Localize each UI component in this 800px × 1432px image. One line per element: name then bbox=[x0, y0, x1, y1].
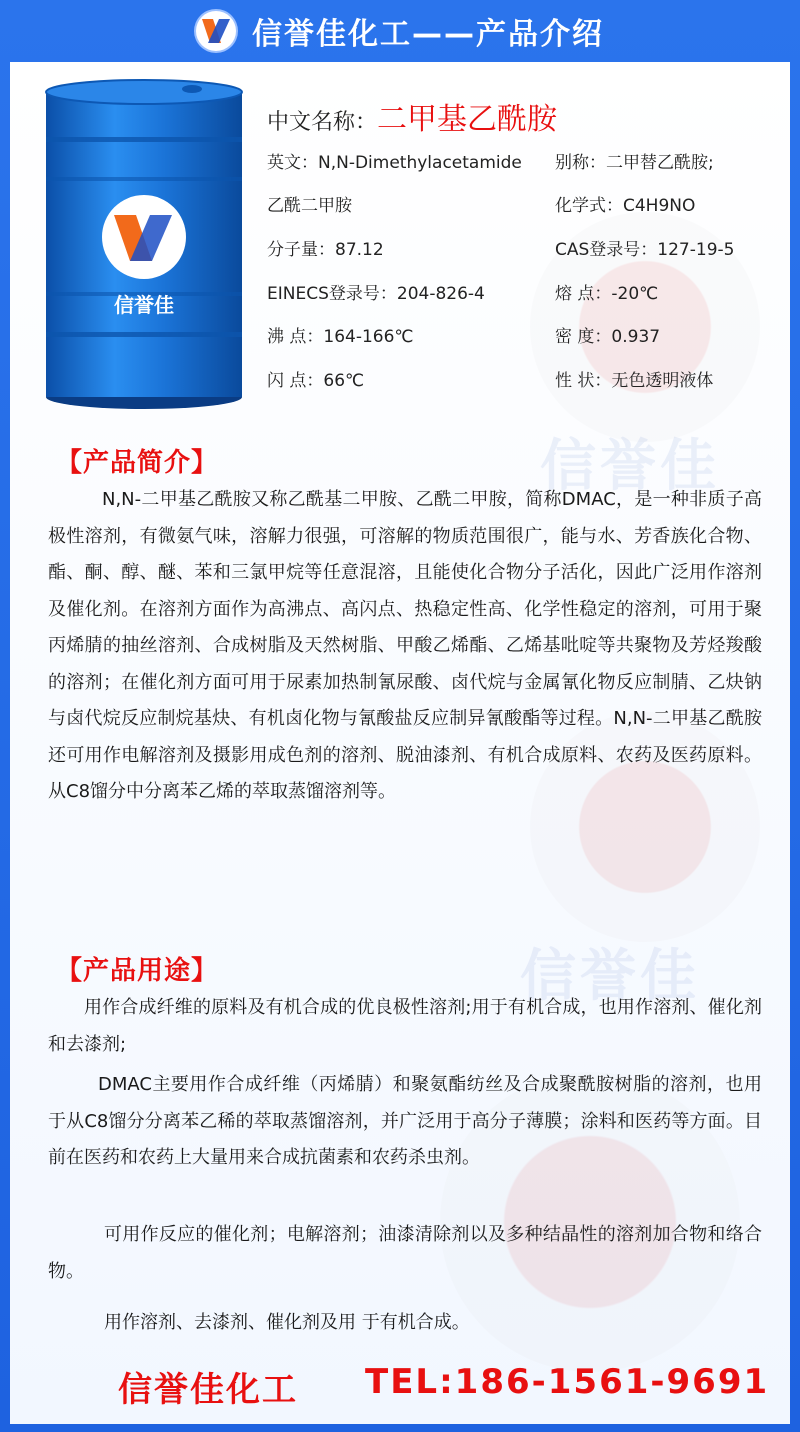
english-name: 英文：N,N-Dimethylacetamide bbox=[267, 153, 522, 173]
header-title: 信誉佳化工——产品介绍 bbox=[252, 17, 604, 52]
xj-logo-icon bbox=[199, 14, 233, 48]
einecs-number: EINECS登录号：204-826-4 bbox=[267, 284, 485, 304]
usage-paragraph-3: 可用作反应的催化剂；电解溶剂；油漆清除剂以及多种结晶性的溶剂加合物和络合物。 bbox=[48, 1224, 762, 1282]
boiling-point: 沸 点：164-166℃ bbox=[267, 327, 414, 347]
melting-point: 熔 点：-20℃ bbox=[555, 284, 659, 304]
density: 密 度：0.937 bbox=[555, 327, 661, 347]
usage-paragraph-4: 用作溶剂、去漆剂、催化剂及用 于有机合成。 bbox=[104, 1312, 470, 1333]
molecular-weight: 分子量：87.12 bbox=[267, 240, 384, 260]
appearance: 性 状：无色透明液体 bbox=[555, 371, 714, 391]
cn-name bbox=[267, 94, 557, 138]
formula: 化学式：C4H9NO bbox=[555, 196, 696, 216]
product-drum-image bbox=[42, 77, 247, 412]
watermark-text: 信誉佳 bbox=[540, 434, 720, 499]
footer-phone[interactable]: TEL:186-1561-9691 bbox=[365, 1362, 770, 1402]
cn-name-value: 二甲基乙酰胺 bbox=[377, 102, 558, 137]
alias-2: 乙酰二甲胺 bbox=[267, 196, 352, 216]
footer-company: 信誉佳化工 bbox=[118, 1370, 298, 1410]
usage-paragraph-1: 用作合成纤维的原料及有机合成的优良极性溶剂;用于有机合成，也用作溶剂、催化剂和去漆剂; bbox=[48, 997, 762, 1055]
cas-number: CAS登录号：127-19-5 bbox=[555, 240, 735, 260]
footer bbox=[0, 1352, 800, 1422]
intro-title: 【产品简介】 bbox=[56, 448, 219, 478]
drum-logo-text: 信誉佳 bbox=[114, 293, 174, 317]
intro-text: N,N-二甲基乙酰胺又称乙酰基二甲胺、乙酰二甲胺，简称DMAC，是一种非质子高极性溶剂，有微氨气味，溶解力很强，可溶解的物质范围很广，能与水、芳香族化合物、酯、酮、醇、醚、苯和三氯甲烷等任意混溶，且能使化合物分子活化，因此广泛用作溶剂及催化剂。在溶剂方面作为高沸点、高闪点、热稳定性高、化学性稳定的溶剂，可用于聚丙烯腈的抽丝溶剂、合成树脂及天然树脂、甲酸乙烯酯、乙烯基吡啶等共聚物及芳烃羧酸的溶剂；在催化剂方面可用于尿素加热制氰尿酸、卤代烷与金属氰化物反应制腈、乙炔钠与卤代烷反应制烷基炔、有机卤化物与氰酸盐反应制异氰酸酯等过程。N,N-二甲基乙酰胺还可用作电解溶剂及摄影用成色剂的溶剂、脱油漆剂、有机合成原料、农药及医药原料。从C8馏分中分离苯乙烯的萃取蒸馏溶剂等。 bbox=[48, 489, 762, 802]
header-bar bbox=[0, 0, 800, 62]
usage-paragraph-2: DMAC主要用作合成纤维（丙烯腈）和聚氨酯纺丝及合成聚酰胺树脂的溶剂，也用于从C8馏分分离苯乙稀的萃取蒸馏溶剂，并广泛用于高分子薄膜；涂料和医药等方面。目前在医药和农药上大量用来合成抗菌素和农药杀虫剂。 bbox=[48, 1074, 762, 1168]
flash-point: 闪 点：66℃ bbox=[267, 371, 365, 391]
content-card bbox=[10, 62, 790, 1424]
alias-1: 别称：二甲替乙酰胺; bbox=[555, 153, 714, 173]
cn-name-label: 中文名称： bbox=[267, 110, 378, 135]
usage-title: 【产品用途】 bbox=[56, 956, 219, 986]
company-logo bbox=[196, 11, 236, 51]
watermark-text: 信誉佳 bbox=[520, 944, 700, 1009]
